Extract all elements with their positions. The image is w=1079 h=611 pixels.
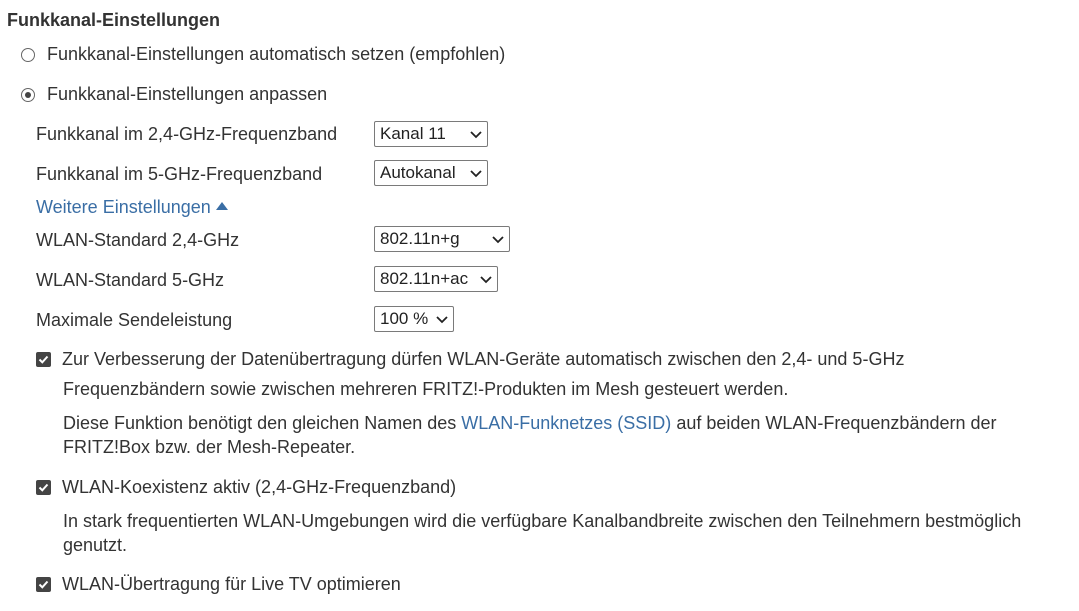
radio-button-custom[interactable]: [21, 88, 35, 102]
radio-custom-channel[interactable]: [21, 84, 327, 105]
power-value: 100 %: [380, 309, 429, 328]
coexistence-row[interactable]: [36, 477, 456, 498]
more-settings-link[interactable]: [36, 197, 228, 218]
band-steering-label-line2: Frequenzbändern sowie zwischen mehreren FRITZ!-Produkten im Mesh gesteuert werden.: [63, 379, 789, 399]
coexistence-label: WLAN-Koexistenz aktiv (2,4-GHz-Frequenzband): [62, 477, 457, 497]
coexistence-checkbox[interactable]: [36, 480, 51, 495]
standard-5-select[interactable]: [374, 266, 498, 292]
standard-24-value: 802.11n+g: [380, 229, 460, 248]
chevron-down-icon: [479, 272, 493, 286]
live-tv-row[interactable]: [36, 574, 401, 595]
channel-5-value: Autokanal: [380, 163, 456, 182]
radio-auto-channel[interactable]: [21, 44, 505, 65]
section-title: Funkkanal-Einstellungen: [7, 10, 221, 30]
power-select[interactable]: [374, 306, 454, 332]
standard-5-label: WLAN-Standard 5-GHz: [36, 270, 225, 290]
coexistence-note-line1: In stark frequentierten WLAN-Umgebungen wird die verfügbare Kanalbandbreite zwischen den Teilnehmern bestmöglich: [63, 511, 1022, 531]
channel-5-select[interactable]: [374, 160, 488, 186]
band-steering-label-line1: Zur Verbesserung der Datenübertragung dürfen WLAN-Geräte automatisch zwischen den 2,4- und 5-GHz: [62, 349, 905, 369]
chevron-down-icon: [491, 232, 505, 246]
more-settings-label: Weitere Einstellungen: [36, 197, 211, 217]
band-steering-note-line2: FRITZ!Box bzw. der Mesh-Repeater.: [63, 437, 356, 457]
band-steering-note-end: auf beiden WLAN-Frequenzbändern der: [671, 413, 997, 433]
caret-up-icon: [216, 202, 228, 210]
chevron-down-icon: [469, 127, 483, 141]
coexistence-note-line2: genutzt.: [63, 535, 128, 555]
band-steering-note-start: Diese Funktion benötigt den gleichen Namen des: [63, 413, 462, 433]
chevron-down-icon: [435, 312, 449, 326]
channel-5-label: Funkkanal im 5-GHz-Frequenzband: [36, 164, 323, 184]
channel-24-select[interactable]: [374, 121, 488, 147]
checkmark-icon: [38, 482, 49, 493]
radio-label-custom: Funkkanal-Einstellungen anpassen: [47, 84, 328, 104]
band-steering-row[interactable]: [36, 349, 904, 370]
channel-24-label: Funkkanal im 2,4-GHz-Frequenzband: [36, 124, 338, 144]
power-label: Maximale Sendeleistung: [36, 310, 233, 330]
live-tv-label: WLAN-Übertragung für Live TV optimieren: [62, 574, 401, 594]
chevron-down-icon: [469, 166, 483, 180]
checkmark-icon: [38, 354, 49, 365]
radio-button-auto[interactable]: [21, 48, 35, 62]
radio-label-auto: Funkkanal-Einstellungen automatisch setzen (empfohlen): [47, 44, 506, 64]
live-tv-checkbox[interactable]: [36, 577, 51, 592]
band-steering-checkbox[interactable]: [36, 352, 51, 367]
band-steering-note: [63, 413, 997, 434]
checkmark-icon: [38, 579, 49, 590]
channel-24-value: Kanal 11: [380, 124, 446, 143]
standard-24-select[interactable]: [374, 226, 510, 252]
standard-24-label: WLAN-Standard 2,4-GHz: [36, 230, 240, 250]
standard-5-value: 802.11n+ac: [380, 269, 469, 288]
ssid-link[interactable]: WLAN-Funknetzes (SSID): [461, 413, 672, 433]
